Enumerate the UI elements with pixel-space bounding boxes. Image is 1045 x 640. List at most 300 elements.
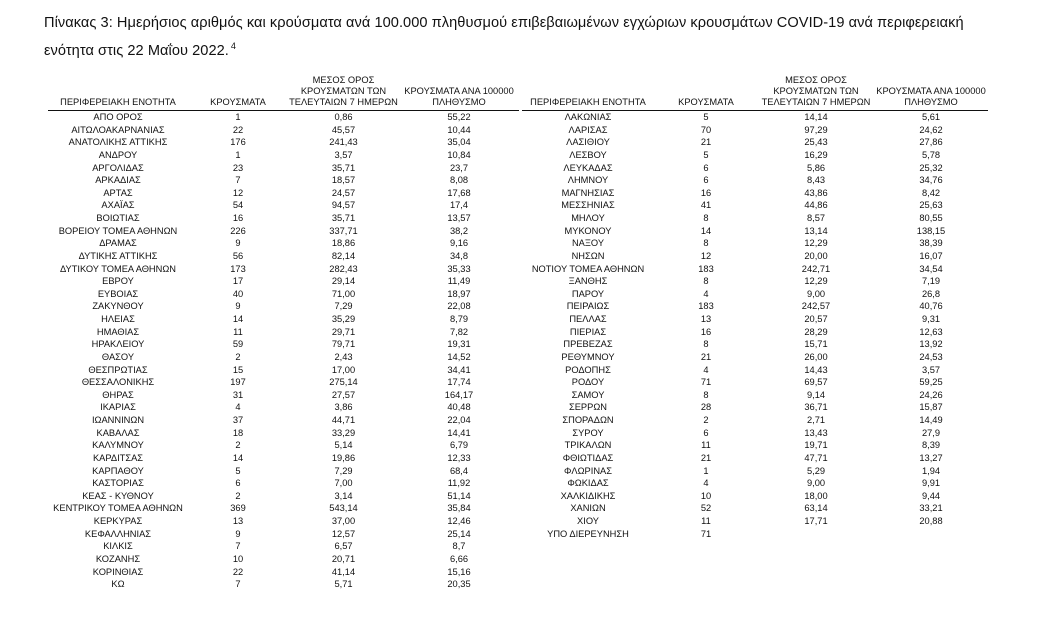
table-body-right <box>522 111 988 541</box>
per100k-cell: 15,87 <box>919 402 943 413</box>
table-row <box>522 477 988 490</box>
table-row <box>522 263 988 276</box>
table-row <box>48 275 519 288</box>
per100k-cell: 6,66 <box>449 553 469 564</box>
table-row <box>48 427 519 440</box>
per100k-cell: 38,39 <box>919 238 943 249</box>
avg7-cell: 2,71 <box>806 415 826 425</box>
avg7-cell: 47,71 <box>804 452 828 463</box>
table-row <box>48 124 519 137</box>
avg7-cell: 20,71 <box>331 553 356 564</box>
avg7-cell: 5,86 <box>806 162 826 173</box>
table-row <box>48 326 519 339</box>
table-row <box>48 452 519 465</box>
region-cell: ΜΗΛΟΥ <box>571 213 605 223</box>
avg7-cell: 69,57 <box>804 377 828 388</box>
table-body-left <box>48 111 519 591</box>
cases-cell: 4 <box>703 478 709 489</box>
cases-cell: 52 <box>700 503 712 514</box>
cases-cell: 31 <box>232 389 244 400</box>
region-cell: ΜΑΓΝΗΣΙΑΣ <box>561 187 615 198</box>
cases-cell: 7 <box>235 579 241 590</box>
region-cell: ΜΕΣΣΗΝΙΑΣ <box>561 200 615 211</box>
per100k-cell: 10,44 <box>447 124 471 135</box>
avg7-cell: 5,29 <box>806 465 826 476</box>
table-row <box>48 212 519 225</box>
table-row <box>522 465 988 478</box>
avg7-cell <box>758 528 874 541</box>
cases-cell: 13 <box>700 314 712 324</box>
table-row <box>522 225 988 238</box>
per100k-cell: 9,91 <box>921 478 941 489</box>
avg7-cell: 43,86 <box>804 187 828 198</box>
cases-cell: 6 <box>235 478 241 489</box>
avg7-cell: 9,00 <box>806 478 826 489</box>
cases-cell: 11 <box>701 516 711 526</box>
cases-cell: 56 <box>232 250 244 261</box>
region-cell: ΚΕΦΑΛΛΗΝΙΑΣ <box>84 528 152 539</box>
region-cell: ΚΙΛΚΙΣ <box>103 541 133 552</box>
avg7-cell: 17,71 <box>804 516 828 526</box>
table-row <box>522 427 988 440</box>
cases-cell: 4 <box>703 364 709 375</box>
table-row <box>522 237 988 250</box>
avg7-cell: 8,43 <box>806 175 826 186</box>
per100k-cell: 8,39 <box>921 440 941 451</box>
cases-cell: 6 <box>703 162 709 173</box>
avg7-cell: 25,43 <box>804 137 828 148</box>
cases-cell: 40 <box>232 288 244 299</box>
header-7day-average: ΜΕΣΟΣ ΟΡΟΣ ΚΡΟΥΣΜΑΤΩΝ ΤΩΝ ΤΕΛΕΥΤΑΙΩΝ 7 ΗΜΕΡΩΝ <box>761 75 871 107</box>
avg7-cell: 15,71 <box>804 339 828 350</box>
table-row <box>48 300 519 313</box>
per100k-cell: 12,46 <box>447 516 471 526</box>
cases-cell: 4 <box>235 402 241 413</box>
table-row <box>48 225 519 238</box>
cases-cell: 14 <box>700 225 712 236</box>
table-row <box>522 149 988 162</box>
cases-cell: 5 <box>703 149 709 160</box>
region-cell: ΞΑΝΘΗΣ <box>568 276 608 287</box>
cases-table-left <box>48 75 519 591</box>
avg7-cell: 45,57 <box>331 124 356 135</box>
region-cell: ΚΑΛΥΜΝΟΥ <box>92 440 144 451</box>
region-cell: ΠΕΛΛΑΣ <box>569 314 607 324</box>
region-cell: ΑΙΤΩΛΟΑΚΑΡΝΑΝΙΑΣ <box>71 124 165 135</box>
cases-cell: 173 <box>230 263 246 274</box>
cases-cell: 2 <box>235 351 241 362</box>
header-7day-average: ΜΕΣΟΣ ΟΡΟΣ ΚΡΟΥΣΜΑΤΩΝ ΤΩΝ ΤΕΛΕΥΤΑΙΩΝ 7 ΗΜΕΡΩΝ <box>289 75 398 107</box>
per100k-cell: 51,14 <box>447 490 471 501</box>
per100k-cell: 12,63 <box>919 326 943 337</box>
avg7-cell: 19,86 <box>331 452 356 463</box>
table-header-row <box>48 75 519 111</box>
cases-cell: 11 <box>701 440 711 451</box>
region-cell: ΝΟΤΙΟΥ ΤΟΜΕΑ ΑΘΗΝΩΝ <box>531 263 645 274</box>
cases-cell: 22 <box>232 124 244 135</box>
avg7-cell: 3,86 <box>334 402 353 413</box>
table-row <box>48 351 519 364</box>
avg7-cell: 9,00 <box>806 288 826 299</box>
region-cell: ΡΟΔΟΥ <box>571 377 605 388</box>
table-row <box>522 376 988 389</box>
cases-cell: 197 <box>230 377 246 388</box>
region-cell: ΑΡΚΑΔΙΑΣ <box>95 175 141 186</box>
avg7-cell: 63,14 <box>804 503 828 514</box>
per100k-cell: 34,41 <box>447 364 471 375</box>
avg7-cell: 35,71 <box>331 162 356 173</box>
avg7-cell: 26,00 <box>804 351 828 362</box>
per100k-cell: 35,04 <box>447 137 471 148</box>
table-row <box>48 401 519 414</box>
avg7-cell: 3,14 <box>334 490 353 501</box>
per100k-cell: 1,94 <box>921 465 941 476</box>
table-row <box>48 540 519 553</box>
region-cell: ΤΡΙΚΑΛΩΝ <box>564 440 612 451</box>
table-row <box>522 212 988 225</box>
cases-cell: 16 <box>700 326 712 337</box>
cases-cell: 8 <box>703 213 709 223</box>
region-cell: ΗΜΑΘΙΑΣ <box>96 326 140 337</box>
avg7-cell: 29,71 <box>331 326 356 337</box>
per100k-cell: 24,62 <box>919 124 943 135</box>
per100k-cell: 34,54 <box>919 263 943 274</box>
table-row <box>48 288 519 301</box>
per100k-cell: 25,14 <box>447 528 471 539</box>
region-cell: ΧΙΟΥ <box>577 516 599 526</box>
region-cell: ΘΑΣΟΥ <box>101 351 135 362</box>
per100k-cell: 10,84 <box>447 149 471 160</box>
cases-cell: 9 <box>235 528 241 539</box>
avg7-cell: 6,57 <box>334 541 353 552</box>
avg7-cell: 242,57 <box>801 301 831 312</box>
avg7-cell: 0,86 <box>334 112 353 122</box>
avg7-cell: 13,43 <box>804 427 828 438</box>
per100k-cell: 27,9 <box>921 427 941 438</box>
cases-cell: 21 <box>700 452 712 463</box>
per100k-cell: 14,49 <box>919 415 943 425</box>
cases-cell: 10 <box>700 490 712 501</box>
cases-cell: 6 <box>703 175 709 186</box>
per100k-cell: 17,4 <box>449 200 469 211</box>
table-row <box>48 389 519 402</box>
table-row <box>48 174 519 187</box>
region-cell: ΚΟΡΙΝΘΙΑΣ <box>92 566 144 577</box>
cases-cell: 7 <box>235 541 241 552</box>
region-cell: ΛΕΥΚΑΔΑΣ <box>563 162 613 173</box>
table-row <box>48 338 519 351</box>
region-cell: ΝΑΞΟΥ <box>571 238 605 249</box>
per100k-cell: 17,68 <box>447 187 471 198</box>
per100k-cell: 15,16 <box>447 566 471 577</box>
cases-cell: 12 <box>232 187 244 198</box>
cases-cell: 16 <box>232 213 244 223</box>
region-cell: ΧΑΛΚΙΔΙΚΗΣ <box>560 490 616 501</box>
cases-cell: 11 <box>233 326 243 337</box>
avg7-cell: 282,43 <box>329 263 358 274</box>
avg7-cell: 242,71 <box>801 263 831 274</box>
per100k-cell: 8,79 <box>449 314 469 324</box>
cases-cell: 23 <box>232 162 244 173</box>
avg7-cell: 29,14 <box>331 276 356 287</box>
header-region: ΠΕΡΙΦΕΡΕΙΑΚΗ ΕΝΟΤΗΤΑ <box>530 97 646 107</box>
cases-cell: 70 <box>700 124 712 135</box>
region-cell: ΦΩΚΙΔΑΣ <box>567 478 609 489</box>
header-cases-per-100k: ΚΡΟΥΣΜΑΤΑ ΑΝΑ 100000 ΠΛΗΘΥΣΜΟ <box>404 86 514 107</box>
per100k-cell: 5,61 <box>921 112 941 122</box>
avg7-cell: 18,00 <box>804 490 828 501</box>
per100k-cell: 9,31 <box>921 314 941 324</box>
per100k-cell: 27,86 <box>919 137 943 148</box>
table-row <box>48 465 519 478</box>
per100k-cell: 138,15 <box>916 225 946 236</box>
region-cell: ΛΑΣΙΘΙΟΥ <box>566 137 610 148</box>
table-row <box>522 490 988 503</box>
cases-cell: 71 <box>700 377 712 388</box>
table-row <box>522 452 988 465</box>
region-cell: ΒΟΙΩΤΙΑΣ <box>96 213 140 223</box>
avg7-cell: 9,14 <box>806 389 826 400</box>
cases-cell: 176 <box>230 137 246 148</box>
per100k-cell: 5,78 <box>921 149 941 160</box>
region-cell: ΙΚΑΡΙΑΣ <box>100 402 136 413</box>
cases-cell: 37 <box>232 415 244 425</box>
cases-cell: 1 <box>235 112 241 122</box>
region-cell: ΦΛΩΡΙΝΑΣ <box>563 465 613 476</box>
avg7-cell: 20,00 <box>804 250 828 261</box>
region-cell: ΘΗΡΑΣ <box>102 389 134 400</box>
table-row <box>48 376 519 389</box>
avg7-cell: 14,14 <box>804 112 828 122</box>
region-cell: ΚΑΡΔΙΤΣΑΣ <box>92 452 144 463</box>
region-cell: ΘΕΣΠΡΩΤΙΑΣ <box>88 364 148 375</box>
cases-cell: 5 <box>235 465 241 476</box>
avg7-cell: 37,00 <box>331 516 356 526</box>
table-row <box>48 578 519 591</box>
header-cases-per-100k: ΚΡΟΥΣΜΑΤΑ ΑΝΑ 100000 ΠΛΗΘΥΣΜΟ <box>876 86 986 107</box>
header-cases: ΚΡΟΥΣΜΑΤΑ <box>210 97 266 107</box>
region-cell: ΕΒΡΟΥ <box>102 276 134 287</box>
avg7-cell: 41,14 <box>331 566 356 577</box>
per100k-cell: 20,88 <box>919 516 943 526</box>
avg7-cell: 18,86 <box>331 238 356 249</box>
cases-cell: 54 <box>232 200 244 211</box>
cases-cell: 5 <box>703 112 709 122</box>
avg7-cell: 16,29 <box>804 149 828 160</box>
per100k-cell: 68,4 <box>449 465 469 476</box>
region-cell: ΔΥΤΙΚΟΥ ΤΟΜΕΑ ΑΘΗΝΩΝ <box>59 263 177 274</box>
region-cell: ΡΕΘΥΜΝΟΥ <box>561 351 615 362</box>
header-region: ΠΕΡΙΦΕΡΕΙΑΚΗ ΕΝΟΤΗΤΑ <box>60 97 176 107</box>
table-row <box>48 111 519 124</box>
cases-cell: 28 <box>700 402 712 413</box>
per100k-cell: 8,08 <box>449 175 469 186</box>
avg7-cell: 35,71 <box>331 213 356 223</box>
table-row <box>522 174 988 187</box>
table-row <box>48 313 519 326</box>
region-cell: ΚΑΡΠΑΘΟΥ <box>92 465 144 476</box>
table-row <box>48 250 519 263</box>
per100k-cell: 40,48 <box>447 402 471 413</box>
per100k-cell: 59,25 <box>919 377 943 388</box>
header-cases: ΚΡΟΥΣΜΑΤΑ <box>678 97 734 107</box>
per100k-cell: 7,82 <box>449 326 469 337</box>
table-row <box>48 553 519 566</box>
cases-cell: 2 <box>235 490 241 501</box>
region-cell: ΥΠΟ ΔΙΕΡΕΥΝΗΣΗ <box>547 528 629 539</box>
region-cell: ΡΟΔΟΠΗΣ <box>565 364 611 375</box>
region-cell: ΑΠΟ ΟΡΟΣ <box>93 112 143 122</box>
region-cell: ΚΑΒΑΛΑΣ <box>96 427 140 438</box>
avg7-cell: 337,71 <box>329 225 358 236</box>
avg7-cell: 71,00 <box>331 288 356 299</box>
table-row <box>522 502 988 515</box>
cases-cell: 8 <box>703 339 709 350</box>
table-row <box>522 300 988 313</box>
avg7-cell: 12,57 <box>331 528 356 539</box>
table-row <box>48 439 519 452</box>
region-cell: ΖΑΚΥΝΘΟΥ <box>92 301 144 312</box>
per100k-cell: 13,57 <box>447 213 471 223</box>
avg7-cell: 7,29 <box>334 465 353 476</box>
per100k-cell: 164,17 <box>444 389 474 400</box>
per100k-cell: 24,53 <box>919 351 943 362</box>
region-cell: ΔΥΤΙΚΗΣ ΑΤΤΙΚΗΣ <box>78 250 158 261</box>
cases-table-right <box>522 75 988 540</box>
cases-cell: 1 <box>703 465 709 476</box>
per100k-cell: 3,57 <box>921 364 941 375</box>
table-row <box>522 111 988 124</box>
table-row <box>522 250 988 263</box>
avg7-cell: 35,29 <box>331 314 356 324</box>
avg7-cell: 18,57 <box>331 175 356 186</box>
per100k-cell: 16,07 <box>919 250 943 261</box>
per100k-cell: 18,97 <box>447 288 471 299</box>
avg7-cell: 543,14 <box>329 503 358 514</box>
region-cell: ΠΑΡΟΥ <box>571 288 605 299</box>
cases-cell: 17 <box>232 276 244 287</box>
per100k-cell: 8,7 <box>452 541 466 552</box>
region-cell: ΙΩΑΝΝΙΝΩΝ <box>91 415 145 425</box>
avg7-cell: 28,29 <box>804 326 828 337</box>
cases-cell: 71 <box>700 528 712 539</box>
avg7-cell: 14,43 <box>804 364 828 375</box>
cases-cell: 10 <box>232 553 244 564</box>
region-cell: ΣΥΡΟΥ <box>572 427 604 438</box>
avg7-cell: 20,57 <box>804 314 828 324</box>
table-row <box>48 162 519 175</box>
avg7-cell: 44,71 <box>331 415 356 425</box>
table-row <box>522 364 988 377</box>
table-row <box>48 414 519 427</box>
per100k-cell: 33,21 <box>919 503 943 514</box>
region-cell: ΣΠΟΡΑΔΩΝ <box>562 415 614 425</box>
avg7-cell: 94,57 <box>331 200 356 211</box>
cases-cell: 8 <box>703 276 709 287</box>
cases-cell: 9 <box>235 301 241 312</box>
region-cell: ΑΡΤΑΣ <box>103 187 133 198</box>
table-row <box>522 288 988 301</box>
table-row <box>48 237 519 250</box>
per100k-cell: 38,2 <box>449 225 469 236</box>
per100k-cell: 20,35 <box>447 579 471 590</box>
per100k-cell: 26,8 <box>921 288 941 299</box>
region-cell: ΑΝΑΤΟΛΙΚΗΣ ΑΤΤΙΚΗΣ <box>68 137 168 148</box>
per100k-cell: 55,22 <box>447 112 471 122</box>
region-cell: ΣΕΡΡΩΝ <box>568 402 607 413</box>
cases-cell: 18 <box>232 427 244 438</box>
table-row <box>48 502 519 515</box>
per100k-cell: 9,16 <box>449 238 469 249</box>
cases-cell: 4 <box>703 288 709 299</box>
table-row <box>522 338 988 351</box>
avg7-cell: 275,14 <box>329 377 358 388</box>
cases-cell: 16 <box>700 187 712 198</box>
region-cell: ΗΡΑΚΛΕΙΟΥ <box>91 339 145 350</box>
region-cell: ΛΑΚΩΝΙΑΣ <box>564 112 612 122</box>
region-cell: ΧΑΝΙΩΝ <box>570 503 606 514</box>
region-cell: ΠΡΕΒΕΖΑΣ <box>563 339 613 350</box>
avg7-cell: 97,29 <box>804 124 828 135</box>
region-cell: ΚΕΑΣ - ΚΥΘΝΟΥ <box>82 490 154 501</box>
avg7-cell: 44,86 <box>804 200 828 211</box>
per100k-cell: 13,27 <box>919 452 943 463</box>
per100k-cell: 23,7 <box>449 162 469 173</box>
avg7-cell: 5,14 <box>334 440 353 451</box>
region-cell: ΑΡΓΟΛΙΔΑΣ <box>92 162 144 173</box>
region-cell: ΔΡΑΜΑΣ <box>99 238 137 249</box>
per100k-cell: 17,74 <box>447 377 471 388</box>
avg7-cell: 241,43 <box>329 137 358 148</box>
table-row <box>48 566 519 579</box>
region-cell: ΣΑΜΟΥ <box>571 389 605 400</box>
table-row <box>48 364 519 377</box>
table-row <box>522 313 988 326</box>
per100k-cell: 12,33 <box>447 452 471 463</box>
cases-cell: 2 <box>235 440 241 451</box>
table-row <box>522 439 988 452</box>
cases-cell: 13 <box>232 516 244 526</box>
table-row <box>522 199 988 212</box>
per100k-cell: 9,44 <box>921 490 941 501</box>
avg7-cell: 36,71 <box>804 402 828 413</box>
region-cell: ΑΧΑΪΑΣ <box>101 200 135 211</box>
table-row <box>48 263 519 276</box>
region-cell: ΠΙΕΡΙΑΣ <box>569 326 607 337</box>
table-caption <box>44 12 994 63</box>
table-row <box>522 124 988 137</box>
region-cell: ΗΛΕΙΑΣ <box>101 314 135 324</box>
per100k-cell: 40,76 <box>919 301 943 312</box>
region-cell: ΚΑΣΤΟΡΙΑΣ <box>92 478 144 489</box>
per100k-cell: 34,76 <box>919 175 943 186</box>
cases-cell: 369 <box>230 503 246 514</box>
avg7-cell: 8,57 <box>806 213 826 223</box>
cases-cell: 9 <box>235 238 241 249</box>
table-row <box>522 351 988 364</box>
cases-cell: 59 <box>232 339 244 350</box>
per100k-cell: 25,63 <box>919 200 943 211</box>
region-cell: ΚΟΖΑΝΗΣ <box>95 553 141 564</box>
table-header-row <box>522 75 988 111</box>
avg7-cell: 33,29 <box>331 427 356 438</box>
table-row <box>48 515 519 528</box>
avg7-cell: 24,57 <box>331 187 356 198</box>
table-row <box>522 414 988 427</box>
table-row <box>48 199 519 212</box>
avg7-cell: 3,57 <box>334 149 353 160</box>
table-row <box>48 528 519 541</box>
